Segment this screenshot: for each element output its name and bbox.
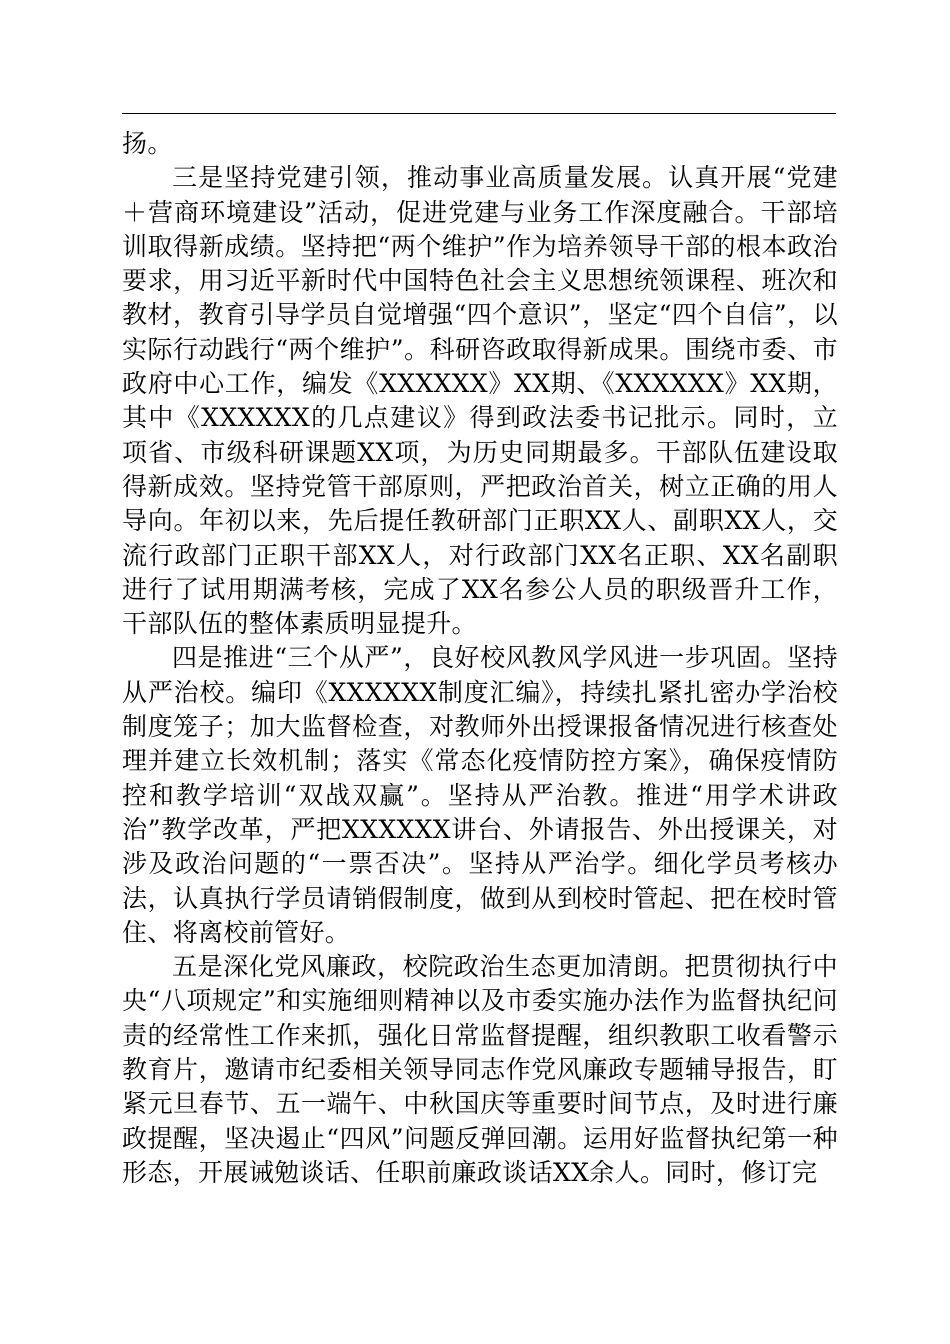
paragraph-continuation: 扬。 <box>122 129 173 158</box>
paragraph-party-building: 三是坚持党建引领，推动事业高质量发展。认真开展“党建＋营商环境建设”活动，促进党建与业务工作深度融合。干部培训取得新成绩。坚持把“两个维护”作为培养领导干部的根本政治要求，用习近平新时代中国特色社会主义思想统领课程、班次和教材，教育引导学员自觉增强“四个意识”，坚定“四个自信”，以实际行动践行“两个维护”。科研咨政取得新成果。围绕市委、市政府中心工作，编发《XXXXXX》XX期、《XXXXXX》XX期，其中《XXXXXX的几点建议》得到政法委书记批示。同时，立项省、市级科研课题XX项，为历史同期最多。干部队伍建设取得新成效。坚持党管干部原则，严把政治首关，树立正确的用人导向。年初以来，先后提任教研部门正职XX人、副职XX人，交流行政部门正职干部XX人，对行政部门XX名正职、XX名副职进行了试用期满考核，完成了XX名参公人员的职级晋升工作，干部队伍的整体素质明显提升。 <box>122 163 838 639</box>
header-rule <box>122 113 836 114</box>
paragraph-integrity: 五是深化党风廉政，校院政治生态更加清朗。把贯彻执行中央“八项规定”和实施细则精神以及市委实施办法作为监督执纪问责的经常性工作来抓，强化日常监督提醒，组织教职工收看警示教育片，邀请市纪委相关领导同志作党风廉政专题辅导报告，盯紧元旦春节、五一端午、中秋国庆等重要时间节点，及时进行廉政提醒，坚决遏止“四风”问题反弹回潮。运用好监督执纪第一种形态，开展诫勉谈话、任职前廉政谈话XX余人。同时，修订完 <box>122 952 838 1187</box>
paragraph-three-strict: 四是推进“三个从严”，良好校风教风学风进一步巩固。坚持从严治校。编印《XXXXXX制度汇编》，持续扎紧扎密办学治校制度笼子；加大监督检查，对教师外出授课报备情况进行核查处理并建立长效机制；落实《常态化疫情防控方案》，确保疫情防控和教学培训“双战双赢”。坚持从严治教。推进“用学术讲政治”教学改革，严把XXXXXX讲台、外请报告、外出授课关，对涉及政治问题的“一票否决”。坚持从严治学。细化学员考核办法，认真执行学员请销假制度，做到从到校时管起、把在校时管住、将离校前管好。 <box>122 643 838 947</box>
document-body <box>122 127 838 1190</box>
